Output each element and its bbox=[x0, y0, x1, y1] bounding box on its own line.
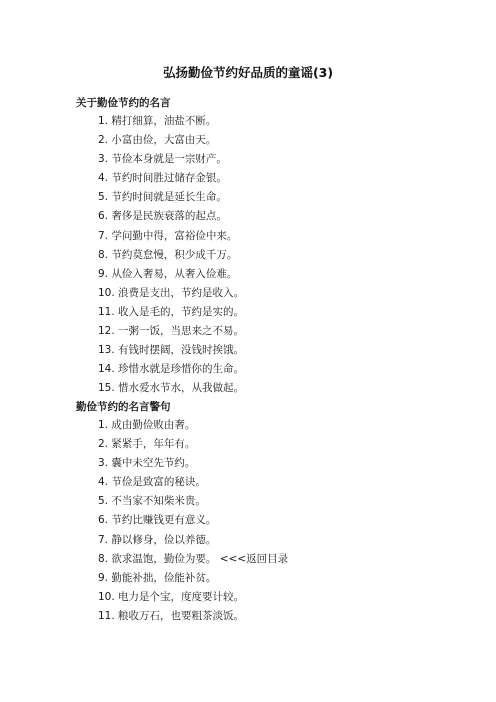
list-item: 11. 收入是毛的，节约是实的。 bbox=[98, 305, 245, 318]
list-item: 8. 欲求温饱，勤俭为要。 <<<返回目录 bbox=[98, 552, 289, 565]
list-item: 6. 奢侈是民族衰落的起点。 bbox=[98, 210, 227, 223]
list-item: 5. 不当家不知柴米贵。 bbox=[98, 495, 206, 508]
list-item: 7. 静以修身，俭以养德。 bbox=[98, 533, 217, 546]
page-title: 弘扬勤俭节约好品质的童谣(3) bbox=[162, 65, 334, 80]
list-item: 4. 节约时间胜过储存金银。 bbox=[98, 172, 227, 185]
list-item: 8. 节约莫怠慢，积少成千万。 bbox=[98, 248, 238, 261]
section-sayings bbox=[76, 398, 456, 626]
list-item: 2. 紧紧手，年年有。 bbox=[98, 438, 196, 451]
section-heading: 勤俭节约的名言警句 bbox=[76, 401, 171, 413]
list-item: 15. 惜水爱水节水，从我做起。 bbox=[98, 382, 245, 395]
list-item: 9. 勤能补拙，俭能补贫。 bbox=[98, 571, 217, 584]
list-item: 12. 一粥一饭，当思来之不易。 bbox=[98, 325, 245, 338]
section-quotes bbox=[76, 94, 456, 398]
list-item: 7. 学问勤中得，富裕俭中来。 bbox=[98, 229, 238, 242]
section-heading: 关于勤俭节约的名言 bbox=[76, 97, 171, 109]
list-item: 3. 节俭本身就是一宗财产。 bbox=[98, 153, 227, 166]
list-item: 10. 浪费是支出，节约是收入。 bbox=[98, 286, 245, 299]
list-item: 1. 精打细算，油盐不断。 bbox=[98, 115, 217, 127]
list-item: 4. 节俭是致富的秘诀。 bbox=[98, 476, 206, 489]
list-item: 11. 粮收万石，也要粗茶淡饭。 bbox=[98, 609, 245, 622]
list-item: 6. 节约比赚钱更有意义。 bbox=[98, 514, 217, 527]
list-item: 5. 节约时间就是延长生命。 bbox=[98, 191, 227, 204]
list-item: 3. 囊中未空先节约。 bbox=[98, 457, 196, 470]
list-item: 14. 珍惜水就是珍惜你的生命。 bbox=[98, 363, 245, 376]
list-item: 1. 成由勤俭败由奢。 bbox=[98, 419, 196, 431]
list-item: 13. 有钱时摆阔，没钱时挨饿。 bbox=[98, 344, 245, 357]
list-item: 10. 电力是个宝，度度要计较。 bbox=[98, 590, 245, 603]
list-item: 2. 小富由俭，大富由天。 bbox=[98, 134, 217, 147]
list-item: 9. 从俭入奢易，从奢入俭难。 bbox=[98, 267, 238, 280]
